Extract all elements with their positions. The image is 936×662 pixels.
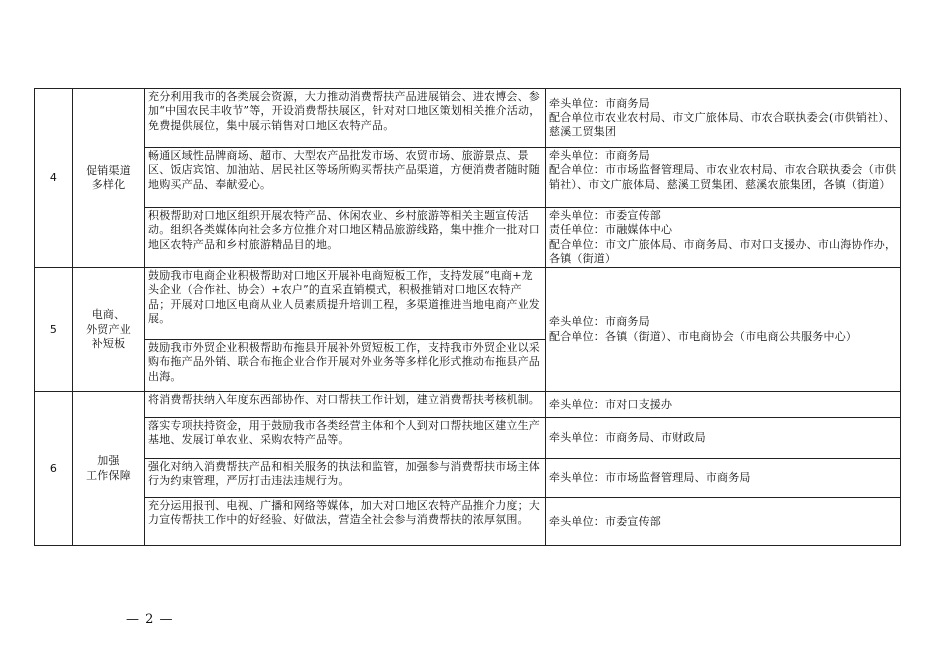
measures-table <box>34 88 901 546</box>
org-cell <box>546 208 901 268</box>
table-row <box>35 498 901 546</box>
org-line: 牵头单位：市商务局 <box>549 149 650 162</box>
category-line: 补短板 <box>91 336 126 350</box>
table-row <box>35 459 901 498</box>
org-line: 牵头单位：市商务局 <box>549 96 650 110</box>
category-line: 促销渠道 <box>86 163 131 177</box>
category-line: 多样化 <box>91 178 126 192</box>
row-number: 6 <box>35 392 73 546</box>
org-line: 责任单位：市融媒体中心 <box>549 223 673 237</box>
content-cell: 鼓励我市外贸企业积极帮助布拖县开展补外贸短板工作，支持我市外贸企业以采购布拖产品外销、联合布拖企业合作开展对外业务等多样化形式推动布拖县产品出海。 <box>145 340 546 392</box>
table-row <box>35 418 901 459</box>
table-row <box>35 268 901 340</box>
org-cell <box>546 418 901 459</box>
category-line: 加强 <box>97 454 120 468</box>
content-cell: 落实专项扶持资金，用于鼓励我市各类经营主体和个人到对口帮扶地区建立生产基地、发展订单农业、采购农特产品等。 <box>145 418 546 459</box>
org-line: 配合单位：市市场监督管理局、市农业农村局、市农合联执委会（市供销社）、市文广旅体局、慈溪工贸集团、慈溪农旅集团，各镇（街道） <box>549 163 897 191</box>
row-number: 5 <box>35 268 73 392</box>
category-cell <box>73 89 145 268</box>
table-row <box>35 208 901 268</box>
org-line: 牵头单位：市对口支援办 <box>549 397 673 411</box>
org-cell <box>546 268 901 392</box>
category-line: 电商、 <box>91 308 126 322</box>
content-cell: 鼓励我市电商企业积极帮助对口地区开展补电商短板工作，支持发展“电商+龙头企业（合作社、协会）+农户”的直采直销模式，积极推销对口地区农特产品；开展对口地区电商从业人员素质提升培训工程，多渠道推进当地电商产业发展。 <box>145 268 546 340</box>
content-cell: 将消费帮扶纳入年度东西部协作、对口帮扶工作计划，建立消费帮扶考核机制。 <box>145 392 546 418</box>
content-cell: 强化对纳入消费帮扶产品和相关服务的执法和监管，加强参与消费帮扶市场主体行为约束管理，严厉打击违法违规行为。 <box>145 459 546 498</box>
org-cell <box>546 498 901 546</box>
row-number: 4 <box>35 89 73 268</box>
content-cell: 充分利用我市的各类展会资源，大力推动消费帮扶产品进展销会、进农博会、参加“中国农民丰收节”等，开设消费帮扶展区，针对对口地区策划相关推介活动，免费提供展位，集中展示销售对口地区农特产品。 <box>145 89 546 148</box>
org-line: 牵头单位：市市场监督管理局、市商务局 <box>549 471 751 485</box>
category-cell <box>73 392 145 546</box>
org-cell <box>546 89 901 148</box>
org-line: 配合单位市农业农村局、市文广旅体局、市农合联执委会(市供销社）、慈溪工贸集团 <box>549 110 896 139</box>
org-line: 配合单位：市文广旅体局、市商务局、市对口支援办、市山海协作办，各镇（街道） <box>549 237 897 265</box>
org-cell <box>546 148 901 208</box>
org-cell <box>546 392 901 418</box>
org-line: 牵头单位：市委宣传部 <box>549 514 661 528</box>
table-row <box>35 148 901 208</box>
category-line: 工作保障 <box>86 468 131 482</box>
table-row <box>35 89 901 148</box>
content-cell: 畅通区域性品牌商场、超市、大型农产品批发市场、农贸市场、旅游景点、景区、饭店宾馆、加油站、居民社区等场所购买帮扶产品渠道，方便消费者随时随地购买产品、奉献爱心。 <box>145 148 546 208</box>
org-cell <box>546 459 901 498</box>
page-number: — 2 — <box>126 612 174 627</box>
category-line: 外贸产业 <box>86 322 131 336</box>
content-cell: 充分运用报刊、电视、广播和网络等媒体，加大对口地区农特产品推介力度；大力宣传帮扶工作中的好经验、好做法，营造全社会参与消费帮扶的浓厚氛围。 <box>145 498 546 546</box>
org-line: 牵头单位：市委宣传部 <box>549 209 661 222</box>
category-cell <box>73 268 145 392</box>
org-line: 配合单位：各镇（街道）、市电商协会（市电商公共服务中心） <box>549 329 858 343</box>
org-line: 牵头单位：市商务局、市财政局 <box>549 431 706 445</box>
content-cell: 积极帮助对口地区组织开展农特产品、休闲农业、乡村旅游等相关主题宣传活动。组织各类媒体向社会多方位推介对口地区精品旅游线路，集中推介一批对口地区农特产品和乡村旅游精品目的地。 <box>145 208 546 268</box>
table-row <box>35 392 901 418</box>
org-line: 牵头单位：市商务局 <box>549 315 650 329</box>
